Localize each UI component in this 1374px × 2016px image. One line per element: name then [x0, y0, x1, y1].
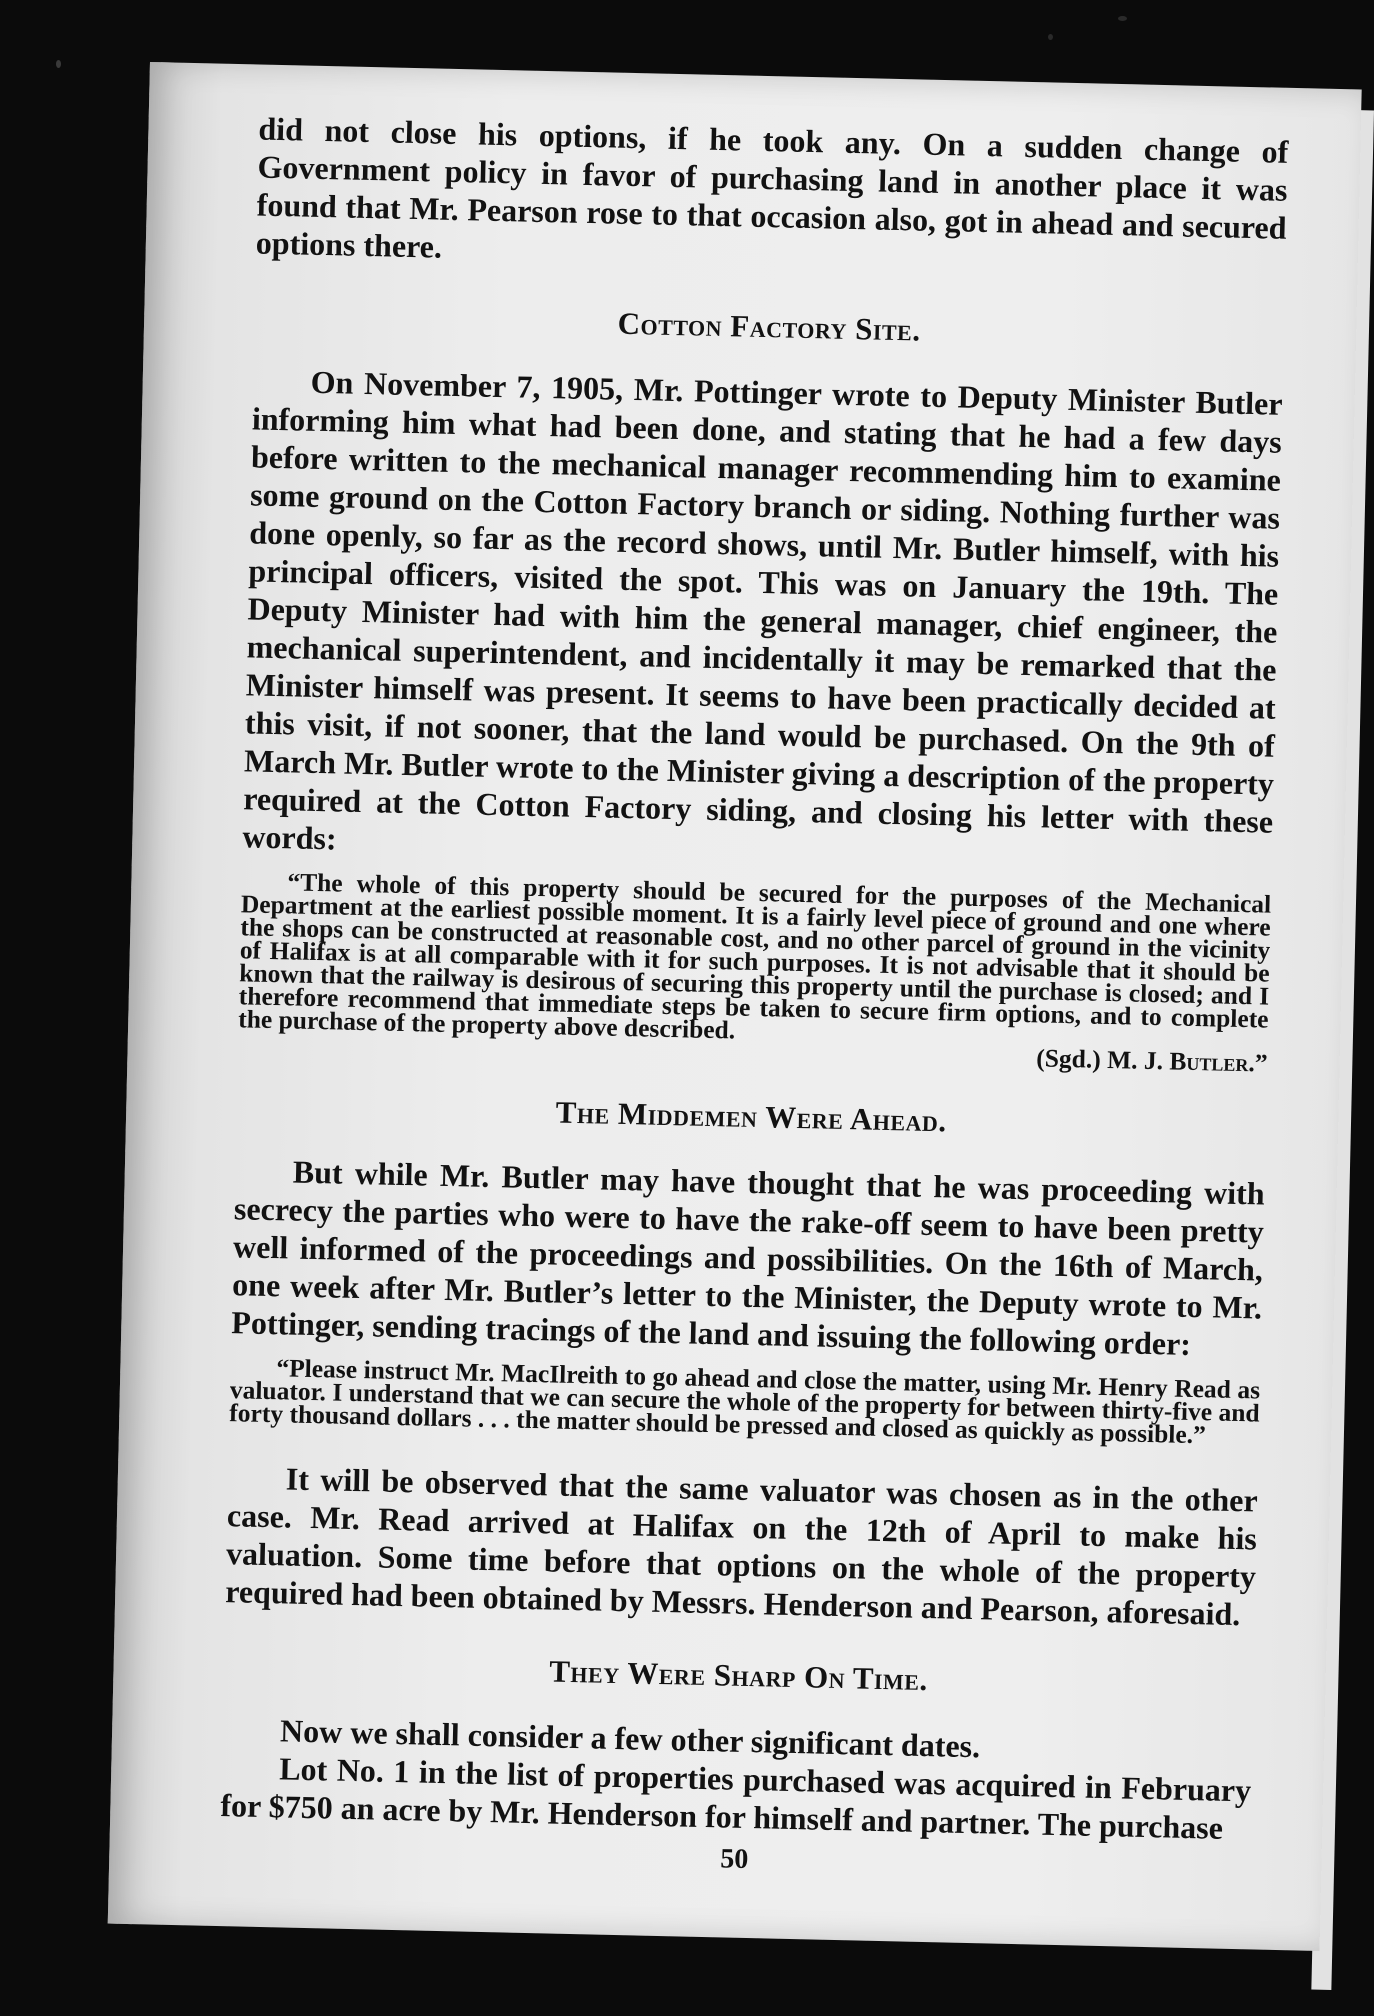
- book-page: [108, 62, 1362, 1951]
- paragraph-significant-dates: Now we shall consider a few other significant dates.: [279, 1712, 981, 1765]
- signature-name: Butler.”: [1169, 1046, 1268, 1078]
- paragraph-top: did not close his options, if he took any. On a sudden change of Government policy in favor of purchasing land in another place it was found that Mr. Pearson rose to that occasion also, got in ahead and secured options there.: [255, 110, 1289, 265]
- heading-sharp-on-time: They Were Sharp On Time.: [548, 1653, 929, 1698]
- scan-speck: [56, 60, 61, 68]
- quote-deputy-order: “Please instruct Mr. MacIlreith to go ahead and close the matter, using Mr. Henry Read as valuator. I understand that we can secure the whole of the property for between thirty-five and forty thousand dollars . . . the matter should be pressed and closed as quickly as possible.”: [229, 1353, 1261, 1450]
- signature-prefix: (Sgd.) M. J.: [1035, 1043, 1164, 1076]
- heading-cotton-factory-site: Cotton Factory Site.: [617, 305, 921, 348]
- paragraph-pottinger-letter: On November 7, 1905, Mr. Pottinger wrote to Deputy Minister Butler informing him what had been done, and stating that he had a few days before written to the mechanical manager recommending him to examine some ground on the Cotton Factory branch or siding. Nothing further was done openly, so far as the record shows, until Mr. Butler himself, with his principal officers, visited the spot. This was on January the 19th. The Deputy Minister had with him the general manager, chief engineer, the mechanical superintendent, and incidentally it may be remarked that the Minister himself was present. It seems to have been practically decided at this visit, if not sooner, that the land would be purchased. On the 9th of March Mr. Butler wrote to the Minister giving a description of the property required at the Cotton Factory siding, and closing his letter with these words:: [242, 363, 1283, 857]
- quote-butler-letter: “The whole of this property should be secured for the purposes of the Mechanical Department at the earliest possible moment. It is a fairly level piece of ground and one where the shops can be constructed at reasonable cost, and no other parcel of ground in the vicinity of Halifax is at all comparable with it for such purposes. It is not advisable that it should be known that the railway is desirous of securing this property until the purchase is closed; and I therefore recommend that immediate steps be taken to secure firm options, and to complete the purchase of the property above described.: [237, 867, 1272, 1045]
- scan-speck: [1048, 34, 1053, 40]
- scan-speck: [1118, 16, 1127, 21]
- page-number: 50: [720, 1843, 749, 1876]
- heading-middlemen-ahead: The Middemen Were Ahead.: [555, 1094, 948, 1139]
- paragraph-lot-one: Lot No. 1 in the list of properties purchased was acquired in February for $750 an acre by Mr. Henderson for himself and partner. The purchase: [220, 1750, 1252, 1846]
- paragraph-secrecy: But while Mr. Butler may have thought that he was proceeding with secrecy the parties who were to have the rake-off seem to have been pretty well informed of the proceedings and possibilities. On the 16th of March, one week after Mr. Butler’s letter to the Minister, the Deputy wrote to Mr. Pottinger, sending tracings of the land and issuing the following order:: [231, 1153, 1266, 1362]
- paragraph-valuator: It will be observed that the same valuator was chosen as in the other case. Mr. Read arrived at Halifax on the 12th of April to make his valuation. Some time before that options on the whole of the property required had been obtained by Messrs. Henderson and Pearson, aforesaid.: [224, 1460, 1259, 1633]
- page-text: [219, 109, 1289, 1887]
